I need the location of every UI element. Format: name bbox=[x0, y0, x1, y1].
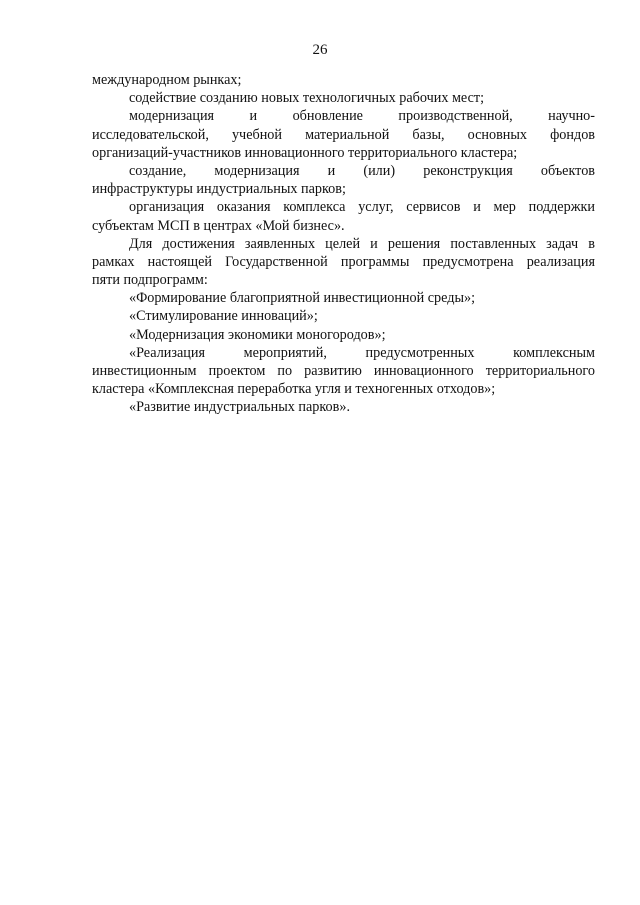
text-line: организация оказания комплекса услуг, сервисов и мер поддержки bbox=[129, 199, 595, 216]
text-line: создание, модернизация и (или) реконструкция объектов bbox=[129, 162, 595, 179]
document-body bbox=[92, 71, 595, 417]
text-line: Для достижения заявленных целей и решения поставленных задач в bbox=[129, 235, 595, 252]
text-line: инвестиционным проектом по развитию инновационного территориального bbox=[92, 363, 595, 379]
text-line: содействие созданию новых технологичных рабочих мест; bbox=[129, 90, 485, 107]
text-line: инфраструктуры индустриальных парков; bbox=[92, 181, 346, 198]
text-line: исследовательской, учебной материальной базы, основных фондов bbox=[92, 126, 595, 143]
text-line: пяти подпрограмм: bbox=[92, 272, 208, 289]
text-line: «Стимулирование инноваций»; bbox=[129, 308, 318, 325]
text-line: кластера «Комплексная переработка угля и техногенных отходов»; bbox=[92, 381, 496, 398]
text-line: рамках настоящей Государственной программы предусмотрена реализация bbox=[92, 253, 595, 270]
text-line: организаций-участников инновационного территориального кластера; bbox=[92, 144, 518, 161]
text-line: «Формирование благоприятной инвестиционной среды»; bbox=[129, 290, 476, 307]
text-line: «Развитие индустриальных парков». bbox=[129, 399, 350, 416]
text-line: международном рынках; bbox=[92, 72, 242, 88]
text-line: «Модернизация экономики моногородов»; bbox=[129, 326, 386, 343]
page-number: 26 bbox=[312, 42, 328, 58]
text-line: субъектам МСП в центрах «Мой бизнес». bbox=[92, 217, 345, 234]
text-line: «Реализация мероприятий, предусмотренных комплексным bbox=[129, 344, 595, 361]
text-line: модернизация и обновление производственной, научно- bbox=[129, 108, 595, 125]
